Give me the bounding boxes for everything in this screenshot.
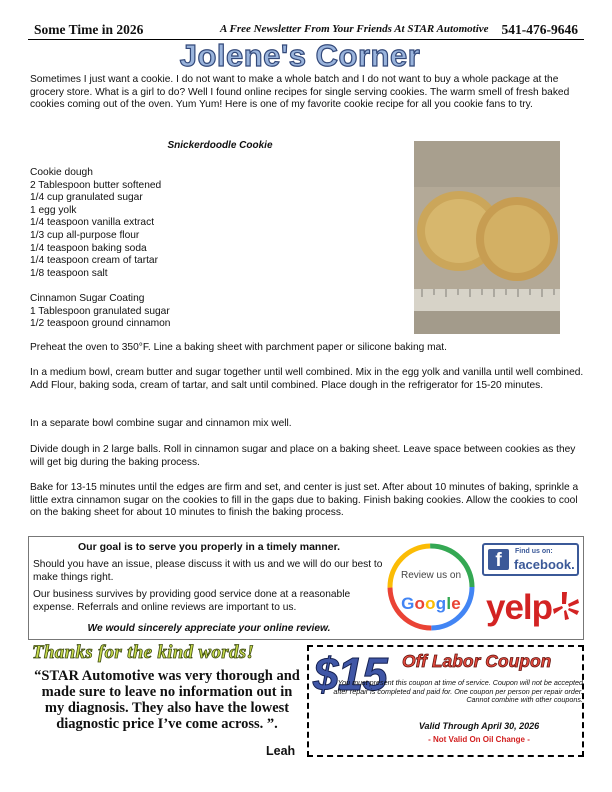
step-paragraph: Divide dough in 2 large balls. Roll in cinnamon sugar and place on a baking sheet. Leave space between cookies as they will get big during the baking process.	[30, 444, 576, 468]
coupon-exclusion: - Not Valid On Oil Change -	[428, 735, 530, 744]
ingredient-item: 1/8 teaspoon salt	[30, 267, 108, 279]
ingredient-item: 1/3 cup all-purpose flour	[30, 229, 140, 241]
coating-heading: Cinnamon Sugar Coating	[30, 293, 145, 304]
ingredient-item: 1/4 teaspoon cream of tartar	[30, 255, 158, 267]
coupon-fine-print: You must present this coupon at time of service. Coupon will not be accepted after repair is completed and paid for. One coupon per person per repair order. Cannot combine with other coupons.	[333, 678, 583, 705]
ingredient-item: 1 Tablespoon granulated sugar	[30, 305, 170, 317]
ingredient-item: 1 egg yolk	[30, 204, 77, 216]
cookie-photo	[414, 141, 560, 334]
labor-coupon[interactable]	[307, 645, 584, 757]
google-letter: e	[451, 594, 461, 613]
coating-ingredients	[30, 293, 390, 331]
step-paragraph: Preheat the oven to 350°F. Line a baking sheet with parchment paper or silicone baking mat.	[30, 342, 447, 353]
google-review-label: Review us on	[400, 570, 462, 581]
yelp-logo[interactable]: yelp	[486, 588, 553, 627]
ingredient-item: 1/4 cup granulated sugar	[30, 192, 143, 204]
google-letter: g	[435, 594, 447, 613]
ingredient-item: 1/2 teaspoon ground cinnamon	[30, 318, 171, 330]
newsletter-header	[28, 18, 584, 40]
google-letter: G	[401, 594, 415, 613]
goal-paragraph: Should you have an issue, please discuss it with us and we will do our best to make things right.	[33, 559, 383, 583]
testimonial-author: Leah	[266, 744, 296, 758]
facebook-wordmark: facebook.	[514, 557, 575, 572]
ingredient-item: 2 Tablespoon butter softened	[30, 179, 162, 191]
google-review-badge[interactable]	[386, 542, 476, 632]
facebook-find-label: Find us on:	[515, 548, 553, 555]
recipe-title: Snickerdoodle Cookie	[167, 140, 273, 151]
google-letter: l	[446, 594, 452, 613]
step-paragraph: In a separate bowl combine sugar and cinnamon mix well.	[30, 418, 292, 429]
coupon-amount: $15	[313, 648, 387, 700]
cookie-photo-illustration	[414, 141, 560, 334]
goal-paragraph: Our business survives by providing good service done at a reasonable expense. Referrals and online reviews are important to us.	[33, 589, 351, 613]
dough-heading: Cookie dough	[30, 167, 93, 178]
phone-number: 541-476-9646	[501, 22, 578, 37]
goal-title: Our goal is to serve you properly in a timely manner.	[78, 541, 340, 553]
newsletter-tagline: A Free Newsletter From Your Friends At STAR Automotive	[220, 23, 489, 35]
thanks-heading: Thanks for the kind words!	[32, 642, 255, 663]
google-ring-icon	[386, 542, 476, 632]
yelp-burst-icon	[552, 590, 580, 620]
facebook-badge[interactable]	[482, 543, 579, 576]
dough-ingredients	[30, 167, 390, 280]
page-title: Jolene's Corner	[179, 38, 421, 73]
facebook-icon: f	[488, 549, 509, 570]
coupon-title: Off Labor Coupon	[402, 651, 552, 671]
google-letter: o	[414, 594, 426, 613]
review-request: We would sincerely appreciate your online review.	[87, 623, 331, 634]
coupon-valid-date: Valid Through April 30, 2026	[418, 721, 540, 731]
ingredient-item: 1/4 teaspoon vanilla extract	[30, 217, 155, 229]
google-wordmark	[386, 594, 476, 614]
issue-date: Some Time in 2026	[34, 22, 144, 37]
ingredient-item: 1/4 teaspoon baking soda	[30, 242, 147, 254]
intro-paragraph: Sometimes I just want a cookie. I do not want to make a whole batch and I do not want to buy a whole package at the grocery store. What is a girl to do? Well I found online recipes for single serving cookies. The warm smell of fresh baked cookies coming out of the oven. Yum Yum! Here is one of my favorite cookie recipe for all you cookie fans to try.	[30, 74, 570, 111]
step-paragraph: Bake for 13-15 minutes until the edges are firm and set, and center is just set. After about 10 minutes of baking, sprinkle a little extra cinnamon sugar on the cookies to fill in the gaps due to baking. Finish baking cookies. Allow the cookies to cool on the baking sheet for about 10 minutes to finish the baking process.	[30, 482, 579, 519]
step-paragraph: In a medium bowl, cream butter and sugar together until well combined. Mix in the egg yolk and vanilla until well combined. Add Flour, baking soda, cream of tartar, and salt until combined. Place dough in the refrigerator for 15-20 minutes.	[30, 367, 584, 391]
google-letter: o	[425, 594, 436, 613]
testimonial-quote: “STAR Automotive was very thorough and made sure to leave no information out in my diagnosis. They also have the lowest diagnostic price I’ve come across. ”.	[34, 668, 300, 732]
